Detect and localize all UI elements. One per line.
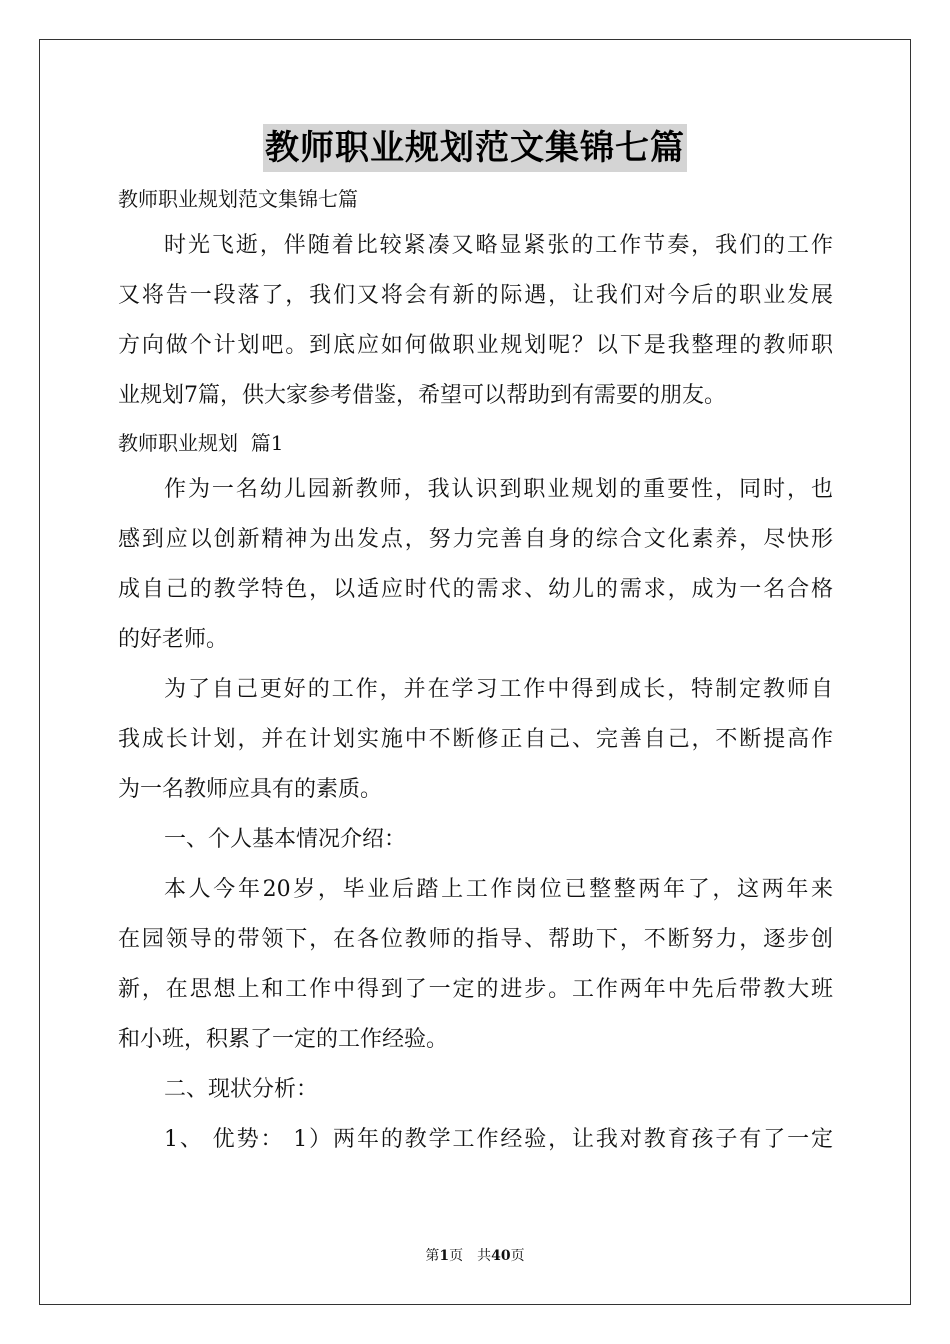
intro-line: 方向做个计划吧。到底应如何做职业规划呢？以下是我整理的教师职 — [118, 333, 833, 358]
title-wrap — [0, 124, 950, 172]
para3-line: 新，在思想上和工作中得到了一定的进步。工作两年中先后带教大班 — [118, 977, 833, 1002]
para3-line: 本人今年20岁，毕业后踏上工作岗位已整整两年了，这两年来 — [164, 877, 833, 902]
para4-line: 1、 优势： 1）两年的教学工作经验，让我对教育孩子有了一定 — [164, 1127, 833, 1152]
document-subtitle: 教师职业规划范文集锦七篇 — [118, 187, 358, 211]
para1-line: 成自己的教学特色，以适应时代的需求、幼儿的需求，成为一名合格 — [118, 577, 833, 602]
page-total: 40 — [491, 1248, 511, 1264]
heading-basic-info: 一、个人基本情况介绍： — [164, 827, 407, 852]
para2-line: 为了自己更好的工作，并在学习工作中得到成长，特制定教师自 — [164, 677, 833, 702]
document-body — [118, 177, 833, 1165]
page-label-prefix: 第 — [425, 1248, 440, 1264]
total-label-prefix: 共 — [477, 1248, 492, 1264]
total-label-suffix: 页 — [510, 1248, 525, 1264]
page-current: 1 — [439, 1248, 450, 1264]
page-label-suffix: 页 — [449, 1248, 464, 1264]
intro-line: 又将告一段落了，我们又将会有新的际遇，让我们对今后的职业发展 — [118, 283, 833, 308]
para2-line: 为一名教师应具有的素质。 — [118, 777, 383, 802]
page-footer — [0, 1246, 950, 1266]
para1-line: 的好老师。 — [118, 627, 229, 652]
para3-line: 在园领导的带领下，在各位教师的指导、帮助下，不断努力，逐步创 — [118, 927, 833, 952]
document-title: 教师职业规划范文集锦七篇 — [263, 124, 687, 172]
para1-line: 作为一名幼儿园新教师，我认识到职业规划的重要性，同时，也 — [164, 477, 833, 502]
heading-status-analysis: 二、现状分析： — [164, 1077, 319, 1102]
para3-line: 和小班，积累了一定的工作经验。 — [118, 1027, 449, 1052]
intro-line: 业规划7篇，供大家参考借鉴，希望可以帮助到有需要的朋友。 — [118, 383, 726, 408]
para1-line: 感到应以创新精神为出发点，努力完善自身的综合文化素养，尽快形 — [118, 527, 833, 552]
para2-line: 我成长计划，并在计划实施中不断修正自己、完善自己，不断提高作 — [118, 727, 833, 752]
section-heading: 教师职业规划 篇1 — [118, 431, 284, 455]
intro-line: 时光飞逝，伴随着比较紧凑又略显紧张的工作节奏，我们的工作 — [164, 233, 833, 258]
